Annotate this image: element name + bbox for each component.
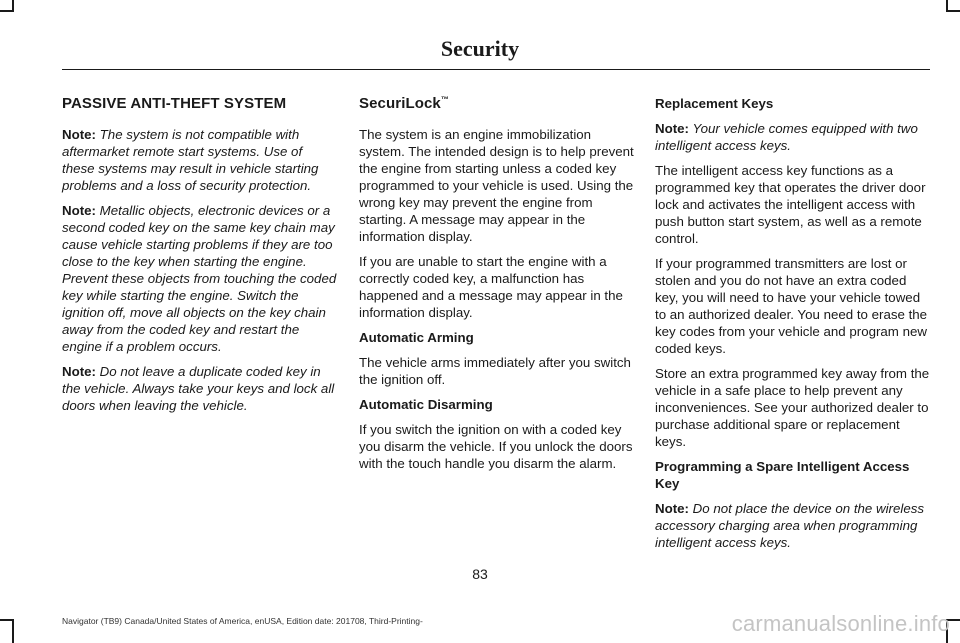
note-label: Note: [62, 203, 96, 218]
crop-mark [946, 10, 960, 12]
note-paragraph [655, 500, 931, 551]
section-heading [359, 95, 635, 112]
note-text: Metallic objects, electronic devices or a second coded key on the same key chain may cause vehicle starting problems if they are too close to the key when starting the engine. Prevent these objects from touching the coded key while starting the engine. Switch the ignition off, move all objects on the key chain away from the coded key and restart the engine if a problem occurs. [62, 203, 337, 354]
note-label: Note: [62, 127, 96, 142]
column-passive-anti-theft [62, 95, 338, 422]
note-text: Do not leave a duplicate coded key in the vehicle. Always take your keys and lock all doors when leaving the vehicle. [62, 364, 335, 413]
watermark: carmanualsonline.info [731, 611, 950, 636]
column-replacement-keys [655, 95, 931, 559]
page-title: Security [440, 36, 520, 61]
note-text: Your vehicle comes equipped with two intelligent access keys. [655, 121, 918, 153]
sub-heading-automatic-arming: Automatic Arming [359, 330, 474, 345]
sub-heading-replacement-keys: Replacement Keys [655, 96, 774, 111]
page-number: 83 [472, 566, 488, 582]
crop-mark [946, 0, 948, 12]
note-paragraph [62, 202, 338, 355]
paragraph: Store an extra programmed key away from the vehicle in a safe place to help prevent any inconveniences. See your authorized dealer to purchase additional spare or replacement keys. [655, 366, 930, 449]
column-securilock [359, 95, 635, 480]
trademark-symbol: ™ [440, 95, 449, 104]
footer-edition-info: Navigator (TB9) Canada/United States of America, enUSA, Edition date: 201708, Third-Printing- [62, 616, 423, 626]
sub-heading-programming-spare-key: Programming a Spare Intelligent Access Key [655, 459, 910, 491]
paragraph: If you are unable to start the engine with a correctly coded key, a malfunction has happened and a message may appear in the information display. [359, 254, 623, 320]
securilock-heading: SecuriLock [359, 95, 441, 112]
note-paragraph [62, 126, 338, 194]
paragraph: The intelligent access key functions as a programmed key that operates the driver door lock and activates the intelligent access with push button start system, as well as a remote control. [655, 163, 926, 246]
paragraph: If you switch the ignition on with a coded key you disarm the vehicle. If you unlock the doors with the touch handle you disarm the alarm. [359, 422, 633, 471]
crop-mark [12, 0, 14, 12]
sub-heading-automatic-disarming: Automatic Disarming [359, 397, 493, 412]
note-text: The system is not compatible with aftermarket remote start systems. Use of these systems may result in vehicle starting problems and a loss of security protection. [62, 127, 319, 193]
paragraph: The vehicle arms immediately after you switch the ignition off. [359, 355, 631, 387]
note-text: Do not place the device on the wireless accessory charging area when programming intelligent access keys. [655, 501, 925, 550]
note-paragraph [655, 120, 931, 154]
header-divider [62, 69, 930, 70]
paragraph: If your programmed transmitters are lost or stolen and you do not have an extra coded key, you will need to have your vehicle towed to an authorized dealer. You need to erase the key codes from your vehicle and program new coded keys. [655, 256, 928, 356]
section-heading: PASSIVE ANTI-THEFT SYSTEM [62, 95, 287, 112]
note-label: Note: [62, 364, 96, 379]
note-label: Note: [655, 501, 689, 516]
crop-mark [12, 619, 14, 643]
note-label: Note: [655, 121, 689, 136]
paragraph: The system is an engine immobilization system. The intended design is to help prevent the engine from starting unless a coded key programmed to your vehicle is used. Using the wrong key may prevent the engine from starting. A message may appear in the information display. [359, 127, 634, 244]
note-paragraph [62, 363, 338, 414]
